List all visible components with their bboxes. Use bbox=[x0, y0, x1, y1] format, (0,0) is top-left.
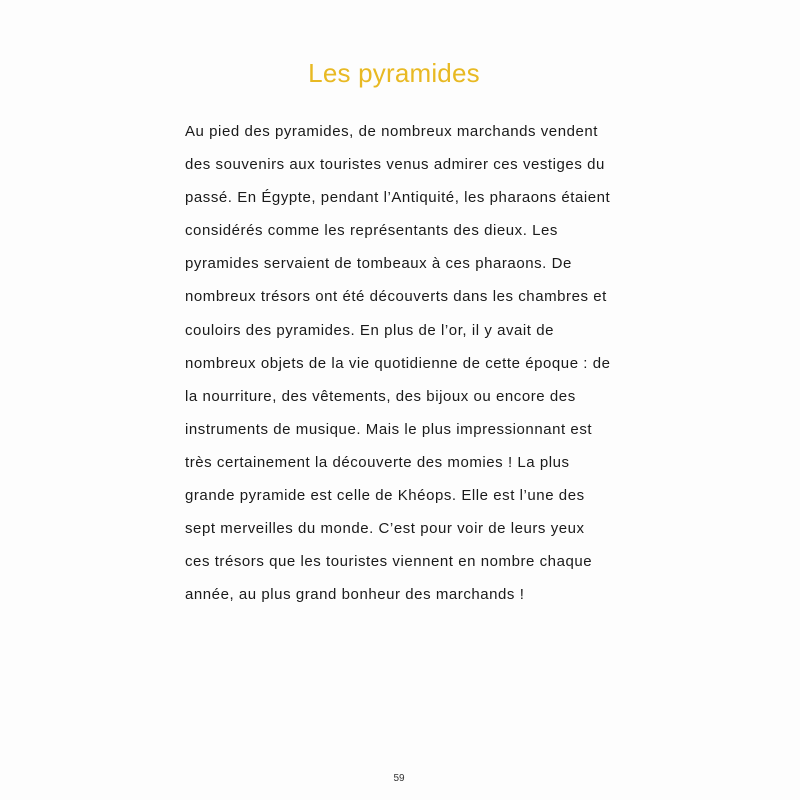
paragraph-line: nombreux trésors ont été découverts dans les chambres et bbox=[185, 288, 607, 306]
paragraph-line: la nourriture, des vêtements, des bijoux ou encore des bbox=[185, 387, 576, 405]
body-paragraph bbox=[185, 115, 615, 611]
paragraph-line: couloirs des pyramides. En plus de l’or, il y avait de bbox=[185, 321, 555, 339]
page-number: 59 bbox=[393, 773, 405, 784]
paragraph-line: grande pyramide est celle de Khéops. Elle est l’une des bbox=[185, 487, 585, 505]
paragraph-line: sept merveilles du monde. C’est pour voir de leurs yeux bbox=[185, 520, 585, 538]
paragraph-line: passé. En Égypte, pendant l’Antiquité, les pharaons étaient bbox=[185, 189, 611, 207]
paragraph-line: Au pied des pyramides, de nombreux marchands vendent bbox=[185, 123, 598, 140]
paragraph-line: ces trésors que les touristes viennent en nombre chaque bbox=[185, 553, 593, 571]
paragraph-line: pyramides servaient de tombeaux à ces pharaons. De bbox=[185, 255, 572, 273]
paragraph-line: nombreux objets de la vie quotidienne de cette époque : de bbox=[185, 354, 611, 372]
paragraph-line: très certainement la découverte des momies ! La plus bbox=[185, 453, 570, 471]
paragraph-line: considérés comme les représentants des dieux. Les bbox=[185, 222, 558, 240]
page-title: Les pyramides bbox=[308, 58, 480, 88]
paragraph-line: année, au plus grand bonheur des marchands ! bbox=[185, 586, 525, 604]
paragraph-line: instruments de musique. Mais le plus impressionnant est bbox=[185, 420, 593, 438]
paragraph-line: des souvenirs aux touristes venus admirer ces vestiges du bbox=[185, 156, 605, 174]
